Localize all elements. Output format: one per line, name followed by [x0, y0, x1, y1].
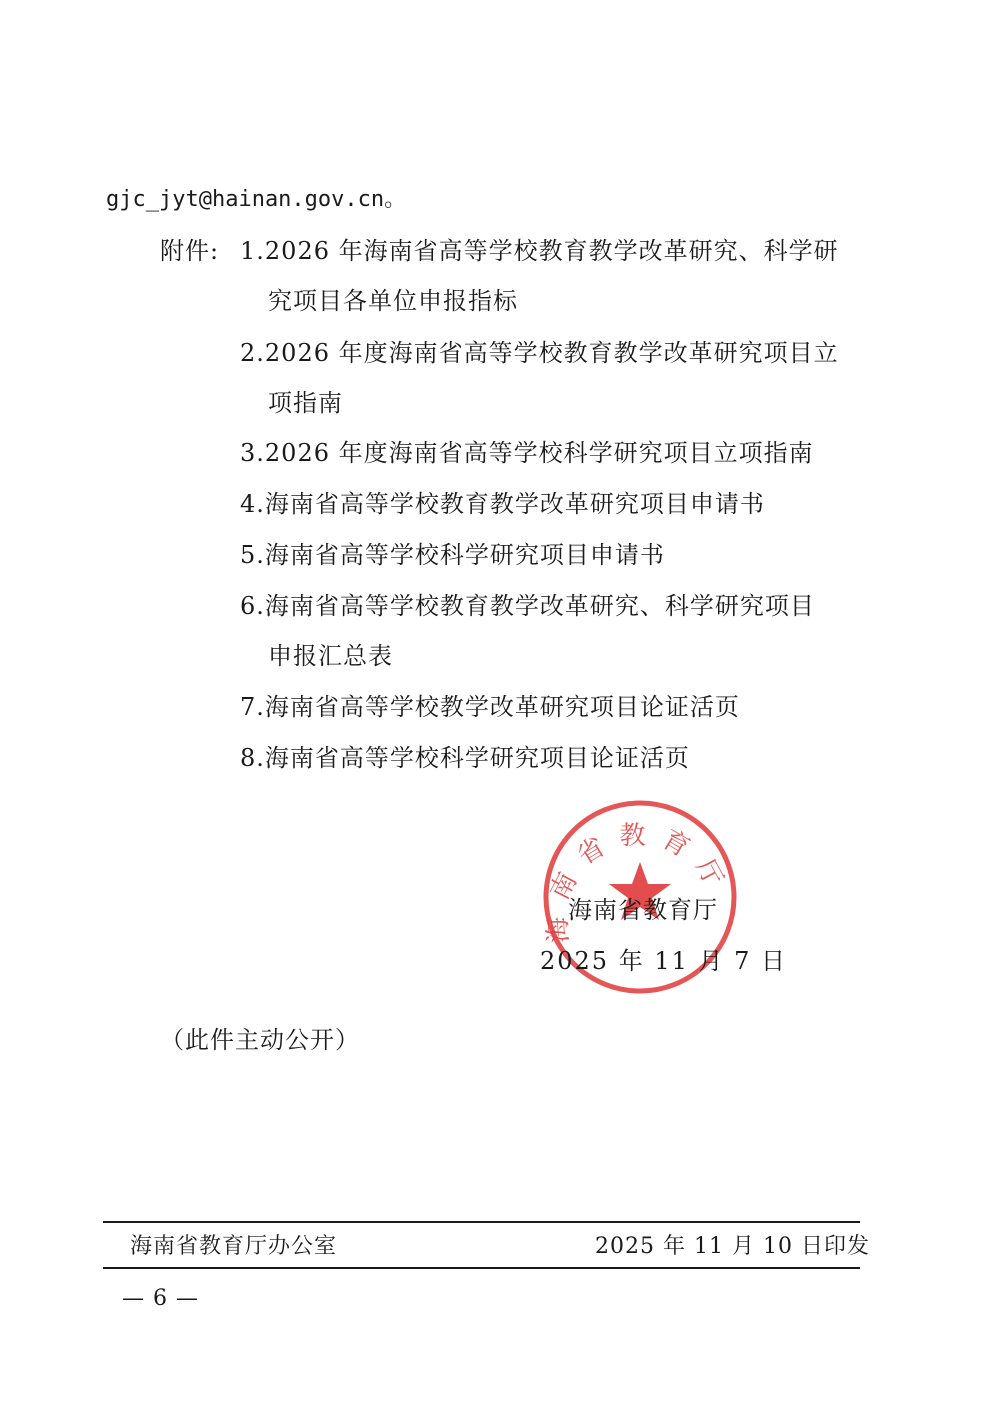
attachment-number: 1. — [240, 237, 265, 265]
attachment-text: 2026 年度海南省高等学校科学研究项目立项指南 — [264, 439, 814, 467]
attachment-item — [240, 234, 839, 268]
footer-print-date: 2025 年 11 月 10 日印发 — [595, 1234, 870, 1259]
email-line: gjc_jyt@hainan.gov.cn。 — [106, 187, 407, 212]
attachment-text: 海南省高等学校教育教学改革研究项目申请书 — [264, 490, 765, 518]
signature-date: 2025 年 11 月 7 日 — [540, 947, 788, 975]
attachment-item — [240, 690, 740, 724]
attachment-number: 4. — [240, 490, 265, 518]
attachment-number: 3. — [240, 439, 265, 467]
page-number: — 6 — — [122, 1286, 199, 1311]
attachment-item — [240, 336, 839, 370]
attachment-text: 海南省高等学校科学研究项目论证活页 — [264, 744, 690, 772]
attachment-number: 2. — [240, 339, 265, 367]
attachment-item — [240, 487, 765, 521]
attachment-item — [240, 589, 815, 623]
attachment-text: 海南省高等学校教学改革研究项目论证活页 — [264, 693, 740, 721]
attachment-text: 2026 年海南省高等学校教育教学改革研究、科学研 — [264, 237, 839, 265]
attachment-item — [240, 538, 665, 572]
attachment-text: 2026 年度海南省高等学校教育教学改革研究项目立 — [264, 339, 839, 367]
footer-bottom-rule — [103, 1267, 860, 1269]
seal-text: 海南省教育厅 — [541, 820, 735, 944]
footer-issuing-office: 海南省教育厅办公室 — [130, 1234, 338, 1259]
attachment-item — [240, 436, 814, 470]
attachment-number: 5. — [240, 541, 265, 569]
attachment-text: 海南省高等学校科学研究项目申请书 — [264, 541, 665, 569]
footer-top-rule — [103, 1221, 860, 1223]
attachment-continuation: 项指南 — [268, 389, 343, 417]
public-disclosure-note: （此件主动公开） — [160, 1026, 360, 1054]
attachment-text: 海南省高等学校教育教学改革研究、科学研究项目 — [264, 592, 815, 620]
attachments-label: 附件: — [160, 237, 220, 265]
attachment-continuation: 申报汇总表 — [268, 642, 393, 670]
signature-organization: 海南省教育厅 — [568, 896, 718, 924]
attachment-number: 8. — [240, 744, 265, 772]
attachment-number: 7. — [240, 693, 265, 721]
attachment-number: 6. — [240, 592, 265, 620]
attachment-continuation: 究项目各单位申报指标 — [268, 287, 518, 315]
attachment-item — [240, 741, 690, 775]
